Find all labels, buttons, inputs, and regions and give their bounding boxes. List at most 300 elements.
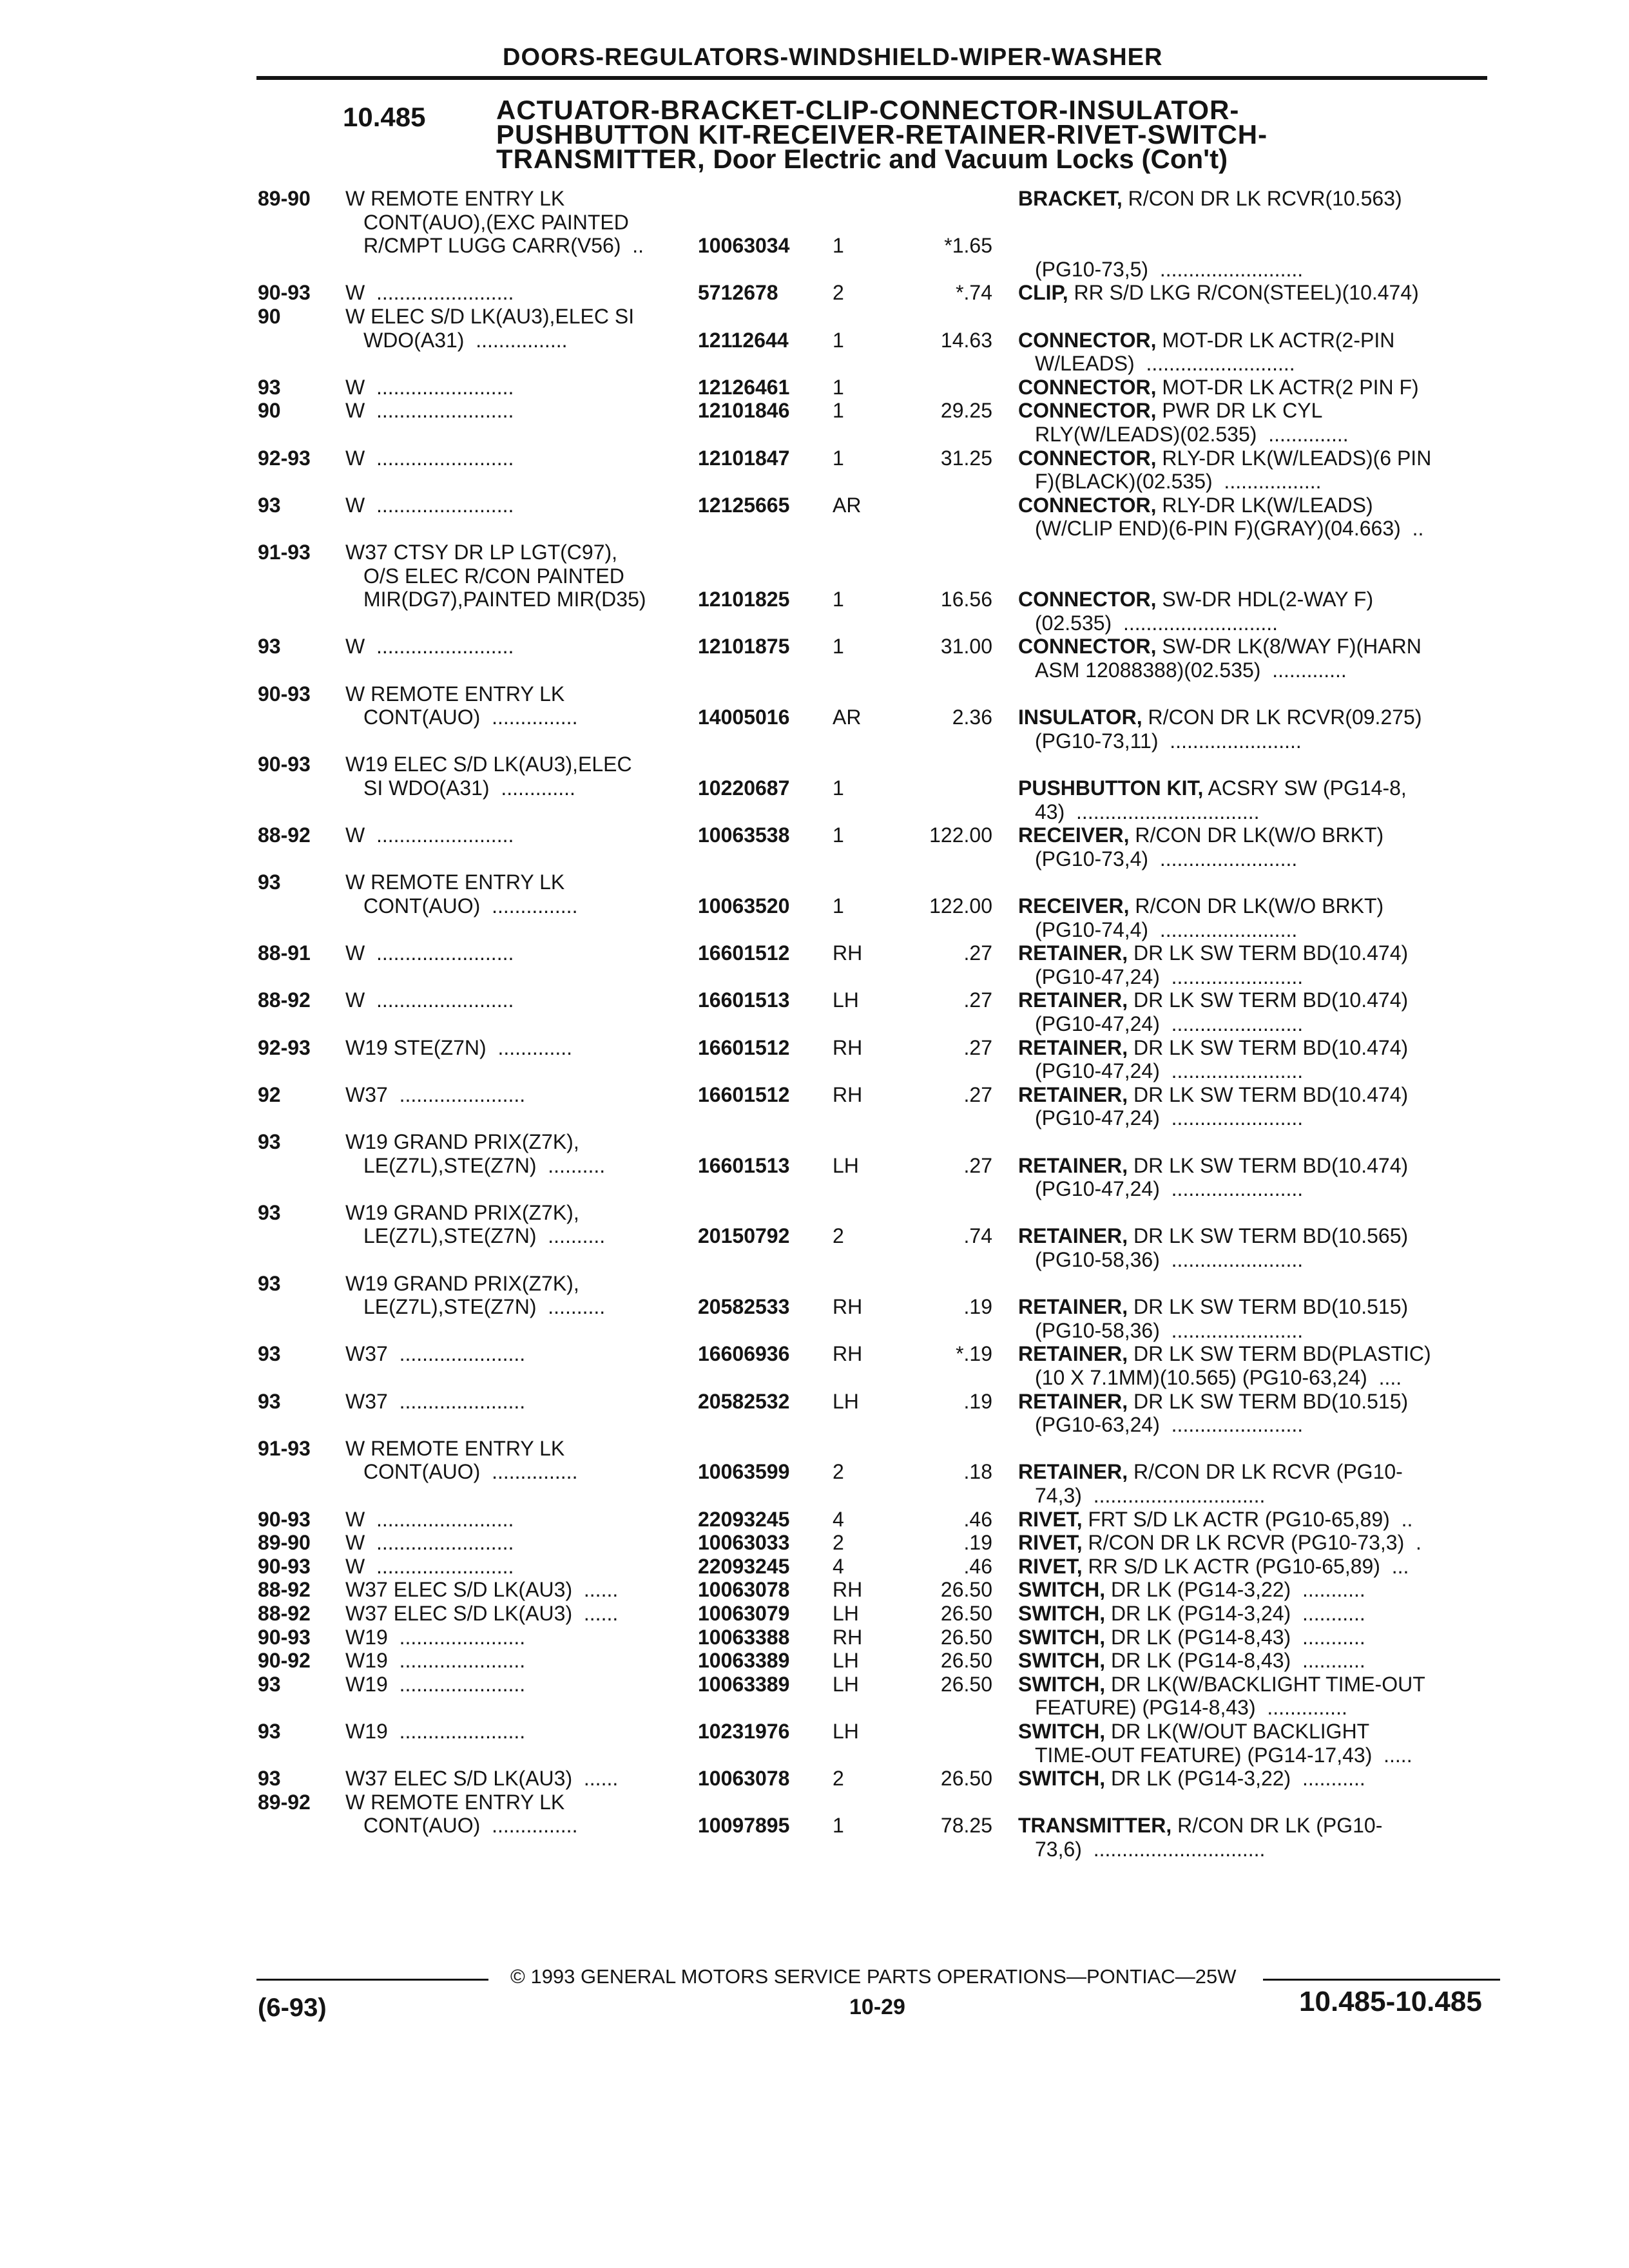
usage-condition: CONT(AUO) ...............: [363, 706, 578, 729]
model-years: 90-93: [258, 281, 311, 305]
usage-condition: CONT(AUO) ...............: [363, 1460, 578, 1484]
part-detail: F)(BLACK)(02.535) .................: [1035, 470, 1322, 494]
quantity: 2: [833, 1460, 844, 1484]
list-price: .46: [963, 1507, 992, 1531]
list-price: 14.63: [940, 328, 992, 352]
list-price: 29.25: [940, 399, 992, 423]
part-detail: DR LK SW TERM BD(10.515): [1128, 1295, 1409, 1319]
part-description: [1035, 1696, 1347, 1719]
part-detail: R/CON DR LK(W/O BRKT): [1129, 823, 1384, 847]
part-description: [1018, 1295, 1408, 1318]
usage-condition: W ........................: [345, 988, 514, 1012]
part-description: [1018, 1036, 1408, 1059]
usage-condition: W ........................: [345, 493, 514, 517]
section-title-word: TRANSMITTER,: [496, 144, 706, 174]
model-years: 92: [258, 1082, 281, 1106]
part-name: RETAINER,: [1018, 1295, 1128, 1319]
quantity: 1: [833, 823, 844, 847]
part-detail: (PG10-63,24) .......................: [1035, 1413, 1304, 1437]
part-number: 10220687: [698, 776, 790, 800]
usage-condition: W19 ......................: [345, 1672, 526, 1696]
part-description: [1018, 1508, 1412, 1531]
quantity: 2: [833, 1767, 844, 1791]
usage-condition: W ELEC S/D LK(AU3),ELEC SI: [345, 305, 635, 328]
part-name: RECEIVER,: [1018, 894, 1130, 918]
quantity: RH: [833, 941, 863, 965]
list-price: .27: [963, 1035, 992, 1059]
part-description: [1035, 258, 1303, 281]
usage-condition: W REMOTE ENTRY LK: [345, 682, 565, 706]
part-name: TRANSMITTER,: [1018, 1814, 1172, 1838]
quantity: 2: [833, 281, 844, 305]
footer-rule-right: [1263, 1979, 1500, 1981]
part-detail: DR LK SW TERM BD(PLASTIC): [1128, 1342, 1431, 1366]
part-number: 10063034: [698, 234, 790, 258]
part-detail: SW-DR HDL(2-WAY F): [1156, 588, 1374, 611]
usage-condition: W REMOTE ENTRY LK: [345, 1436, 565, 1460]
part-number: 10063078: [698, 1767, 790, 1791]
usage-condition: O/S ELEC R/CON PAINTED: [363, 564, 624, 588]
part-number: 12101875: [698, 635, 790, 658]
model-years: 88-91: [258, 941, 311, 965]
usage-condition: W ........................: [345, 823, 514, 847]
model-years: 93: [258, 1130, 281, 1153]
part-number: 12126461: [698, 375, 790, 399]
model-years: 90-92: [258, 1649, 311, 1673]
part-description: [1018, 494, 1373, 517]
list-price: 2.36: [952, 706, 992, 729]
part-description: [1018, 1767, 1365, 1790]
part-description: [1035, 1012, 1303, 1035]
section-title-line: PUSHBUTTON KIT-RECEIVER-RETAINER-RIVET-SWITCH-: [496, 119, 1268, 149]
part-description: [1018, 1083, 1408, 1106]
part-detail: RR S/D LK ACTR (PG10-65,89) ...: [1082, 1554, 1409, 1578]
usage-condition: W19 GRAND PRIX(Z7K),: [345, 1271, 579, 1295]
part-number: 16601513: [698, 1153, 790, 1177]
section-title-line: ACTUATOR-BRACKET-CLIP-CONNECTOR-INSULATOR-: [496, 95, 1240, 125]
quantity: LH: [833, 1153, 859, 1177]
quantity: 1: [833, 635, 844, 658]
part-number: 12101825: [698, 588, 790, 611]
list-price: *.74: [956, 281, 992, 305]
part-description: [1035, 658, 1347, 682]
quantity: 1: [833, 776, 844, 800]
part-detail: (10 X 7.1MM)(10.565) (PG10-63,24) ....: [1035, 1366, 1402, 1389]
quantity: AR: [833, 706, 862, 729]
header-rule: [256, 76, 1487, 80]
list-price: 26.50: [940, 1672, 992, 1696]
part-name: RECEIVER,: [1018, 823, 1130, 847]
part-name: RETAINER,: [1018, 1035, 1128, 1059]
part-detail: 74,3) ..............................: [1035, 1484, 1266, 1507]
part-detail: W/LEADS) ..........................: [1035, 352, 1295, 376]
part-description: [1018, 1626, 1365, 1649]
list-price: 26.50: [940, 1649, 992, 1673]
part-name: CONNECTOR,: [1018, 328, 1157, 352]
list-price: 26.50: [940, 1602, 992, 1625]
usage-condition: W19 ......................: [345, 1649, 526, 1673]
quantity: RH: [833, 1082, 863, 1106]
usage-condition: W ........................: [345, 1507, 514, 1531]
part-number: 20582532: [698, 1389, 790, 1413]
part-number: 16601512: [698, 1035, 790, 1059]
list-price: 16.56: [940, 588, 992, 611]
part-number: 20150792: [698, 1224, 790, 1248]
part-description: [1018, 1578, 1365, 1601]
model-years: 89-90: [258, 187, 311, 210]
part-detail: ASM 12088388)(02.535) .............: [1035, 658, 1347, 682]
part-description: [1018, 329, 1394, 352]
part-name: RETAINER,: [1018, 1082, 1128, 1106]
usage-condition: R/CMPT LUGG CARR(V56) ..: [363, 234, 644, 258]
usage-condition: W37 ......................: [345, 1342, 526, 1366]
part-name: CONNECTOR,: [1018, 446, 1157, 470]
part-detail: (PG10-73,5) .........................: [1035, 257, 1304, 281]
part-description: [1018, 281, 1419, 304]
part-description: [1035, 1319, 1303, 1342]
part-detail: (PG10-47,24) .......................: [1035, 1012, 1304, 1035]
usage-condition: W ........................: [345, 635, 514, 658]
list-price: 26.50: [940, 1625, 992, 1649]
part-description: [1018, 187, 1402, 210]
list-price: 122.00: [929, 894, 992, 918]
part-detail: MOT-DR LK ACTR(2-PIN: [1156, 328, 1395, 352]
part-detail: MOT-DR LK ACTR(2 PIN F): [1156, 375, 1419, 399]
part-description: [1018, 1154, 1408, 1177]
part-description: [1035, 611, 1278, 635]
part-detail: DR LK (PG14-3,24) ...........: [1105, 1602, 1365, 1625]
section-title-line: [496, 144, 1268, 174]
part-detail: DR LK SW TERM BD(10.474): [1128, 1153, 1409, 1177]
part-detail: RLY-DR LK(W/LEADS)(6 PIN: [1156, 446, 1432, 470]
usage-condition: LE(Z7L),STE(Z7N) ..........: [363, 1224, 606, 1248]
part-detail: RR S/D LKG R/CON(STEEL)(10.474): [1068, 281, 1419, 305]
part-description: [1035, 1106, 1303, 1129]
quantity: RH: [833, 1578, 863, 1602]
part-detail: R/CON DR LK RCVR(09.275): [1142, 706, 1422, 729]
usage-condition: W ........................: [345, 375, 514, 399]
quantity: LH: [833, 1649, 859, 1673]
part-description: [1035, 918, 1297, 941]
usage-condition: W37 ......................: [345, 1082, 526, 1106]
part-detail: FEATURE) (PG14-8,43) ..............: [1035, 1696, 1347, 1720]
part-detail: RLY(W/LEADS)(02.535) ..............: [1035, 423, 1349, 446]
part-detail: DR LK (PG14-8,43) ...........: [1105, 1649, 1365, 1673]
quantity: 2: [833, 1224, 844, 1248]
part-description: [1018, 1555, 1409, 1578]
quantity: 1: [833, 588, 844, 611]
part-name: RETAINER,: [1018, 1153, 1128, 1177]
usage-condition: W ........................: [345, 281, 514, 305]
part-detail: ACSRY SW (PG14-8,: [1203, 776, 1407, 800]
quantity: RH: [833, 1342, 863, 1366]
footer-rule-left: [256, 1979, 488, 1981]
part-number: 10063388: [698, 1625, 790, 1649]
part-description: [1035, 1838, 1265, 1861]
model-years: 90-93: [258, 753, 311, 776]
list-price: .27: [963, 1153, 992, 1177]
usage-condition: W19 ELEC S/D LK(AU3),ELEC: [345, 753, 632, 776]
part-name: RIVET,: [1018, 1507, 1083, 1531]
list-price: .19: [963, 1389, 992, 1413]
part-number: 10063078: [698, 1578, 790, 1602]
part-detail: (PG10-47,24) .......................: [1035, 965, 1304, 988]
list-price: .27: [963, 941, 992, 965]
model-years: 90-93: [258, 1554, 311, 1578]
footer-copyright: © 1993 GENERAL MOTORS SERVICE PARTS OPERATIONS—PONTIAC—25W: [510, 1965, 1237, 1988]
part-detail: PWR DR LK CYL: [1156, 399, 1323, 423]
part-detail: DR LK SW TERM BD(10.474): [1128, 1035, 1409, 1059]
part-description: [1018, 1602, 1365, 1625]
part-name: CONNECTOR,: [1018, 399, 1157, 423]
part-name: RIVET,: [1018, 1554, 1083, 1578]
footer-date: (6-93): [258, 1994, 327, 2022]
list-price: 26.50: [940, 1578, 992, 1602]
model-years: 93: [258, 1342, 281, 1366]
usage-condition: W REMOTE ENTRY LK: [345, 1790, 565, 1814]
part-detail: DR LK (PG14-3,22) ...........: [1105, 1578, 1365, 1602]
model-years: 90-93: [258, 1507, 311, 1531]
part-description: [1018, 1814, 1382, 1837]
part-name: SWITCH,: [1018, 1767, 1106, 1791]
part-name: BRACKET,: [1018, 187, 1123, 210]
part-description: [1035, 729, 1302, 753]
part-detail: 43) ................................: [1035, 800, 1260, 823]
quantity: 1: [833, 375, 844, 399]
part-description: [1035, 1413, 1303, 1436]
usage-condition: W37 CTSY DR LP LGT(C97),: [345, 541, 618, 564]
quantity: 1: [833, 446, 844, 470]
part-description: [1018, 894, 1383, 918]
part-description: [1018, 447, 1431, 470]
part-number: 10097895: [698, 1814, 790, 1838]
part-detail: DR LK(W/OUT BACKLIGHT: [1105, 1720, 1370, 1743]
part-detail: (PG10-58,36) .......................: [1035, 1248, 1304, 1271]
list-price: .27: [963, 1082, 992, 1106]
part-description: [1035, 800, 1260, 823]
usage-condition: W REMOTE ENTRY LK: [345, 187, 565, 210]
part-description: [1035, 1484, 1265, 1507]
usage-condition: W ........................: [345, 941, 514, 965]
part-name: RETAINER,: [1018, 1460, 1128, 1484]
quantity: RH: [833, 1035, 863, 1059]
part-name: CONNECTOR,: [1018, 375, 1157, 399]
model-years: 93: [258, 870, 281, 894]
part-description: [1018, 1224, 1408, 1247]
part-detail: DR LK(W/BACKLIGHT TIME-OUT: [1105, 1672, 1425, 1696]
part-detail: (PG10-47,24) .......................: [1035, 1059, 1304, 1083]
part-description: [1035, 965, 1303, 988]
part-name: SWITCH,: [1018, 1720, 1106, 1743]
part-description: [1018, 776, 1407, 800]
quantity: LH: [833, 988, 859, 1012]
model-years: 91-93: [258, 1436, 311, 1460]
part-detail: DR LK (PG14-3,22) ...........: [1105, 1767, 1365, 1791]
part-detail: RLY-DR LK(W/LEADS): [1156, 493, 1373, 517]
quantity: 1: [833, 328, 844, 352]
footer-page-number: 10-29: [849, 1995, 905, 2019]
part-name: CLIP,: [1018, 281, 1068, 305]
model-years: 88-92: [258, 1602, 311, 1625]
part-description: [1035, 1744, 1412, 1767]
part-name: RETAINER,: [1018, 988, 1128, 1012]
part-description: [1018, 1673, 1425, 1696]
part-detail: (PG10-47,24) .......................: [1035, 1106, 1304, 1130]
part-detail: (PG10-74,4) ........................: [1035, 918, 1298, 941]
part-number: 20582533: [698, 1295, 790, 1319]
usage-condition: W37 ELEC S/D LK(AU3) ......: [345, 1602, 619, 1625]
part-detail: R/CON DR LK (PG10-: [1171, 1814, 1383, 1838]
part-name: SWITCH,: [1018, 1672, 1106, 1696]
model-years: 93: [258, 1767, 281, 1791]
part-number: 12112644: [698, 328, 789, 352]
quantity: LH: [833, 1602, 859, 1625]
part-number: 12101846: [698, 399, 790, 423]
part-description: [1035, 352, 1295, 375]
part-number: 22093245: [698, 1554, 790, 1578]
part-detail: TIME-OUT FEATURE) (PG14-17,43) .....: [1035, 1743, 1412, 1767]
part-detail: DR LK SW TERM BD(10.474): [1128, 941, 1409, 965]
usage-condition: SI WDO(A31) .............: [363, 776, 575, 800]
part-description: [1018, 1720, 1369, 1743]
quantity: RH: [833, 1295, 863, 1319]
part-number: 10063538: [698, 823, 790, 847]
part-description: [1035, 1059, 1303, 1082]
list-price: .27: [963, 988, 992, 1012]
quantity: RH: [833, 1625, 863, 1649]
part-number: 12101847: [698, 446, 790, 470]
model-years: 91-93: [258, 541, 311, 564]
part-number: 5712678: [698, 281, 778, 305]
usage-condition: W ........................: [345, 399, 514, 423]
usage-condition: W ........................: [345, 1531, 514, 1555]
usage-condition: CONT(AUO),(EXC PAINTED: [363, 210, 629, 234]
part-number: 10063599: [698, 1460, 790, 1484]
part-number: 16601512: [698, 941, 790, 965]
part-description: [1018, 1342, 1431, 1365]
usage-condition: W37 ELEC S/D LK(AU3) ......: [345, 1767, 619, 1791]
part-description: [1018, 988, 1408, 1012]
list-price: .74: [963, 1224, 992, 1248]
usage-condition: MIR(DG7),PAINTED MIR(D35): [363, 588, 646, 611]
usage-condition: W ........................: [345, 1554, 514, 1578]
model-years: 88-92: [258, 1578, 311, 1602]
part-name: RETAINER,: [1018, 1224, 1128, 1248]
part-description: [1035, 517, 1423, 540]
part-description: [1018, 376, 1419, 399]
footer-range: 10.485-10.485: [1299, 1986, 1482, 2017]
quantity: 1: [833, 1814, 844, 1838]
usage-condition: W19 ......................: [345, 1625, 526, 1649]
model-years: 92-93: [258, 1035, 311, 1059]
part-detail: R/CON DR LK RCVR(10.563): [1122, 187, 1402, 210]
model-years: 93: [258, 635, 281, 658]
section-subtitle: Door Electric and Vacuum Locks (Con't): [705, 144, 1228, 174]
usage-condition: W19 GRAND PRIX(Z7K),: [345, 1200, 579, 1224]
part-description: [1018, 1531, 1422, 1554]
quantity: 1: [833, 399, 844, 423]
part-detail: FRT S/D LK ACTR (PG10-65,89) ..: [1082, 1507, 1413, 1531]
part-detail: (PG10-73,4) ........................: [1035, 847, 1298, 870]
part-name: RIVET,: [1018, 1531, 1083, 1555]
model-years: 93: [258, 375, 281, 399]
model-years: 90: [258, 399, 281, 423]
part-name: SWITCH,: [1018, 1602, 1106, 1625]
model-years: 93: [258, 1271, 281, 1295]
part-name: SWITCH,: [1018, 1625, 1106, 1649]
part-number: 10063033: [698, 1531, 790, 1555]
quantity: AR: [833, 493, 862, 517]
part-description: [1018, 1390, 1408, 1413]
quantity: LH: [833, 1389, 859, 1413]
model-years: 93: [258, 1672, 281, 1696]
model-years: 90-93: [258, 682, 311, 706]
part-number: 10063389: [698, 1649, 790, 1673]
part-detail: R/CON DR LK(W/O BRKT): [1129, 894, 1384, 918]
quantity: 2: [833, 1531, 844, 1555]
part-description: [1035, 1177, 1303, 1200]
part-description: [1035, 1366, 1402, 1389]
part-number: 16606936: [698, 1342, 790, 1366]
list-price: .18: [963, 1460, 992, 1484]
model-years: 93: [258, 493, 281, 517]
part-name: SWITCH,: [1018, 1649, 1106, 1673]
part-name: CONNECTOR,: [1018, 588, 1157, 611]
part-name: INSULATOR,: [1018, 706, 1142, 729]
part-detail: (02.535) ...........................: [1035, 611, 1278, 635]
part-name: RETAINER,: [1018, 1342, 1128, 1366]
part-detail: DR LK SW TERM BD(10.565): [1128, 1224, 1409, 1248]
list-price: 26.50: [940, 1767, 992, 1791]
part-detail: DR LK (PG14-8,43) ...........: [1105, 1625, 1365, 1649]
part-description: [1018, 823, 1383, 847]
part-detail: DR LK SW TERM BD(10.515): [1128, 1389, 1409, 1413]
model-years: 89-90: [258, 1531, 311, 1555]
part-description: [1035, 1248, 1303, 1271]
part-description: [1035, 423, 1349, 446]
part-detail: (W/CLIP END)(6-PIN F)(GRAY)(04.663) ..: [1035, 517, 1424, 541]
part-name: RETAINER,: [1018, 1389, 1128, 1413]
part-detail: (PG10-47,24) .......................: [1035, 1177, 1304, 1201]
list-price: *.19: [956, 1342, 992, 1366]
model-years: 90: [258, 305, 281, 328]
usage-condition: W37 ......................: [345, 1389, 526, 1413]
part-description: [1018, 706, 1422, 729]
part-detail: 73,6) ..............................: [1035, 1838, 1266, 1861]
part-description: [1035, 847, 1297, 870]
usage-condition: W ........................: [345, 446, 514, 470]
part-number: 14005016: [698, 706, 790, 729]
part-detail: R/CON DR LK RCVR (PG10-73,3) .: [1082, 1531, 1422, 1555]
part-description: [1018, 941, 1408, 965]
part-number: 10063520: [698, 894, 790, 918]
part-detail: SW-DR LK(8/WAY F)(HARN: [1156, 635, 1422, 658]
part-description: [1018, 1460, 1403, 1483]
section-title: [496, 95, 1268, 174]
section-number: 10.485: [343, 102, 426, 132]
usage-condition: W19 STE(Z7N) .............: [345, 1035, 573, 1059]
quantity: 1: [833, 894, 844, 918]
list-price: 31.25: [940, 446, 992, 470]
usage-condition: CONT(AUO) ...............: [363, 1814, 578, 1838]
model-years: 88-92: [258, 823, 311, 847]
part-name: CONNECTOR,: [1018, 493, 1157, 517]
quantity: 4: [833, 1554, 844, 1578]
usage-condition: W19 ......................: [345, 1720, 526, 1743]
usage-condition: LE(Z7L),STE(Z7N) ..........: [363, 1153, 606, 1177]
usage-condition: W37 ELEC S/D LK(AU3) ......: [345, 1578, 619, 1602]
part-description: [1035, 470, 1322, 493]
